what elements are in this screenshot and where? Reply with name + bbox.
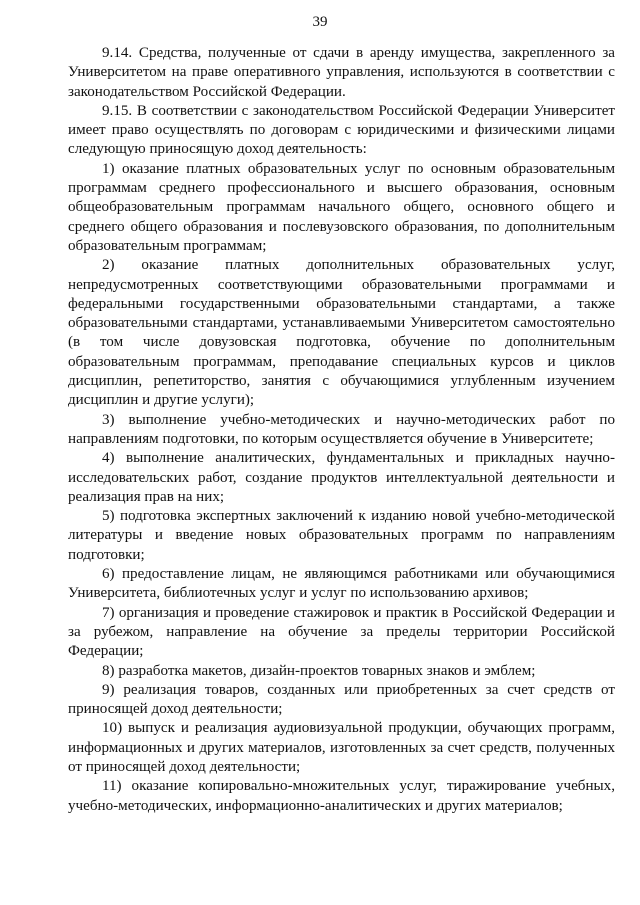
list-item-10: 10) выпуск и реализация аудиовизуальной продукции, обучающих программ, информационных и других материалов, изготовленных за счет средств, полученных от приносящей доход деятельности; (68, 720, 615, 775)
list-item-1: 1) оказание платных образовательных услуг по основным образовательным программам среднего профессионального и высшего образования, основным общеобразовательным программам начального общего, основного общего и среднего общего образования и послевузовского образования, по дополнительным образовательным программам; (68, 160, 615, 254)
page-number: 39 (312, 14, 328, 30)
list-item-4: 4) выполнение аналитических, фундаментальных и прикладных научно-исследовательских работ, создание продуктов интеллектуальной деятельности и реализация прав на них; (68, 450, 615, 505)
document-body (68, 44, 615, 816)
list-item-9: 9) реализация товаров, созданных или приобретенных за счет средств от приносящей доход деятельности; (68, 681, 615, 718)
list-item-11: 11) оказание копировально-множительных услуг, тиражирование учебных, учебно-методических, информационно-аналитических и других материалов; (68, 778, 615, 814)
paragraph-9-14: 9.14. Средства, полученные от сдачи в аренду имущества, закрепленного за Университетом на праве оперативного управления, используются в соответствии с законодательством Российской Федерации. (68, 45, 615, 100)
list-item-7: 7) организация и проведение стажировок и практик в Российской Федерации и за рубежом, направление на обучение за пределы территории Российской Федерации; (68, 604, 615, 660)
list-item-2: 2) оказание платных дополнительных образовательных услуг, непредусмотренных соответствующими образовательными программами и федеральными государственными образовательными стандартами, а также образовательными стандартами, устанавливаемыми Университетом самостоятельно (в том числе довузовская подготовка, обучение по дополнительным образовательным программам, преподавание специальных курсов и циклов дисциплин, репетиторство, занятия с обучающимися углубленным изучением дисциплин и другие услуги); (68, 257, 615, 409)
list-item-8: 8) разработка макетов, дизайн-проектов товарных знаков и эмблем; (102, 662, 536, 679)
paragraph-9-15: 9.15. В соответствии с законодательством Российской Федерации Университет имеет право осуществлять по договорам с юридическими и физическими лицами следующую приносящую доход деятельность: (68, 102, 615, 158)
list-item-5: 5) подготовка экспертных заключений к изданию новой учебно-методической литературы и введение новых образовательных программ по направлениям подготовки; (68, 508, 615, 563)
list-item-3: 3) выполнение учебно-методических и научно-методических работ по направлениям подготовки, по которым осуществляется обучение в Университете; (68, 411, 615, 447)
list-item-6: 6) предоставление лицам, не являющимся работниками или обучающимися Университета, библиотечных услуг и услуг по использованию архивов; (68, 566, 615, 602)
